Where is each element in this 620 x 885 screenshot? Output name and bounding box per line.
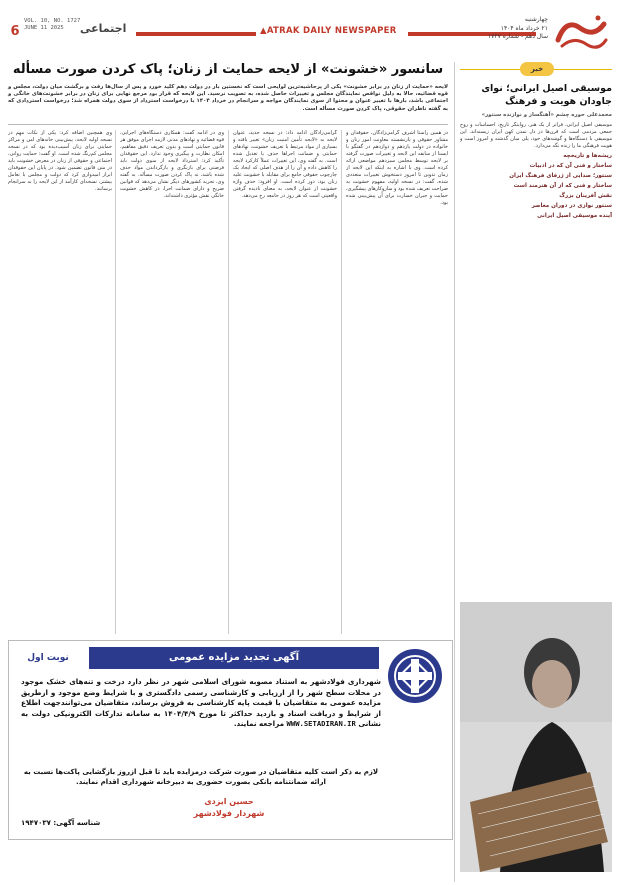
weekday: چهارشنبه [524,16,548,23]
category-tag: خبر [520,62,554,76]
feature-divider [454,62,455,882]
article-text-1: در همین راستا اشرف گرامی‌زادگان، حقوقدان و مشاور حقوقی و بازنشسته معاونت امور زنان و خانواده در دولت یازدهم و دوازدهم در گفتگو با ایسنا از سابقه این لایحه و تغییرات صورت گرفته بر لایحه توسط مجلس سیزدهم مواضعی ارائه کرده است. وی با اشاره به اینکه این لایحه از زمان تدوین تا امروز دستخوش تغییرات متعددی شده، گفت: در نسخه اولیه، مفهوم خشونت به صراحت تعریف شده بود و سازوکارهای پیشگیری، حمایت و جبران خسارت برای آن پیش‌بینی شده بود. [346,130,448,206]
article-column-2 [233,130,337,634]
feature-subhead: آینده موسیقی اصیل ایرانی [537,213,612,219]
page-info [8,16,133,48]
feature-subhead: ریشه‌ها و تاریخچه [563,153,612,159]
ad-body-text: شهرداری فولادشهر به استناد مصوبه شورای اسلامی شهر در نظر دارد درخت و تنه‌های خشک موجود در محلات سطح شهر را از ارزیابی و کارشناسی رسمی دادگستری و با شرایط وضع موجود و ازطریق مزایده عمومی به متقاضیان با قیمت پایه کارشناسی به فروش برساند، متقاضیان می‌توانندجهت اطلاع از شرایط و دریافت اسناد و بازدید حداکثر تا مورخ ۱۴۰۴/۴/۹ به سامانه تدارکات الکترونیکی دولت به نشانی [21,677,382,728]
lead-divider [8,124,448,125]
feature-paragraph: موسیقی اصیل ایرانی، فراتر از یک هنر، روایتگر تاریخ، احساسات و روح جمعی مردمی است که قرن‌ها در دل تمدن کهن ایران زیسته‌اند. این موسیقی با دستگاه‌ها و گوشه‌های خود، پلی میان گذشته و امروز است و هویت فرهنگی ما را زنده نگه می‌دارد. [460,122,612,149]
lead-intro: لایحه «حمایت از زنان در برابر خشونت» یکی از پرحاشیه‌ترین لوایحی است که نخستین بار در دولت دهم کلید خورد و پس از سال‌ها رفت و برگشت میان دولت، مجلس و قوه قضائیه، حالا به دلیل نواقص نمایندگان مجلس و تغییرات حاصل شده، به تصویب نرسید. این لایحه که قرار بود مرجع نهایی برای زنان در برابر خشونت‌های خانگی و اجتماعی باشد، بارها با تغییر عنوان و محتوا از سوی نمایندگان مواجه و سرانجام در خرداد ۱۴۰۴ با درخواست استرداد از سوی دولت همراه شد؛ درخواست استردادی که به گفته ناظران حقوقی، پاک کردن صورت مسأله است. [8,84,448,112]
issue-date-en: JUNE 11 2025 [24,25,64,31]
paper-name-text: ATRAK DAILY NEWSPAPER [266,26,397,36]
page-number: 6 [10,24,20,39]
page-header [8,10,612,58]
article-text-2: گرامی‌زادگان ادامه داد: در نسخه جدید، عنوان لایحه به «لایحه تأمین امنیت زنان» تغییر یافته و بسیاری از مواد مرتبط با تعریف خشونت، نهادهای حمایتی و ضمانت اجراها حذف یا تعدیل شده است. به گفته وی، این تغییرات عملاً کارکرد لایحه را کاهش داده و آن را از هدف اصلی که ایجاد یک چارچوب حقوقی جامع برای مقابله با خشونت علیه زنان بود، دور کرده است. او افزود: حذف واژه خشونت از عنوان لایحه، به معنای نادیده گرفتن واقعیتی است که هر روز در جامعه رخ می‌دهد. [233,130,337,199]
article-column-4 [8,130,112,634]
volume-info [24,18,80,32]
article-column-3 [120,130,224,634]
feature-subhead: ساختار و فنی آن که در ادبیات [529,163,612,169]
article-text-4: وی همچنین اضافه کرد: یکی از نکات مهم در نسخه اولیه لایحه، پیش‌بینی خانه‌های امن و مراکز حمایتی برای زنان آسیب‌دیده بود که در نسخه مجلس کم‌رنگ شده است. او گفت: حمایت روانی، اجتماعی و حقوقی از زنان در معرض خشونت باید در متن قانون تضمین شود. در پایان این حقوقدان ابراز امیدواری کرد که دولت و مجلس با تعامل بیشتر، نسخه‌ای کارآمد از این لایحه را به سرانجام برسانند. [8,130,112,192]
section-label: اجتماعی [80,22,127,35]
issue-fa: سال دهم - شماره ۱۷۲۷ [487,33,548,40]
feature-subhead: نقش آفرینان بزرگ [559,193,612,199]
column-divider [228,130,229,634]
article-column-1 [346,130,448,634]
paper-name-en: ▲ATRAK DAILY NEWSPAPER [260,26,397,36]
feature-body [460,122,612,590]
ad-title: آگهی تجدید مزایده عمومی [89,647,379,669]
ad-body-tail: مراجعه نمایند. [233,719,285,728]
municipality-logo-icon [386,647,444,705]
feature-subhead: سنتور نوازی در دوران معاصر [531,203,612,209]
feature-title: موسیقی اصیل ایرانی؛ نوای جاودان هویت و فرهنگ [481,83,612,107]
tender-advertisement [8,640,453,840]
volume-number: VOL. 10, NO. 1727 [24,18,81,24]
article-text-3: وی در ادامه گفت: همکاری دستگاه‌های اجرایی، قوه قضائیه و نهادهای مدنی لازمه اجرای موفق هر قانون حمایتی است و بدون تعریف دقیق مفاهیم، امکان نظارت و پیگیری وجود ندارد. این حقوقدان تأکید کرد: استرداد لایحه از سوی دولت باید فرصتی برای بازنگری و بازگرداندن مواد حذف شده باشد، نه پاک کردن صورت مسأله. به گفته وی، تجربه کشورهای دیگر نشان می‌دهد که قوانین صریح و دارای ضمانت اجرا، در کاهش خشونت خانگی نقش مؤثری داشته‌اند. [120,130,224,199]
ad-body [21,677,381,730]
issue-date-block [488,16,548,42]
feature-subhead: سنتور؛ صدایی از ژرفای فرهنگ ایران [509,173,612,179]
ad-id: شناسه آگهی: ۱۹۴۷۰۳۷ [21,819,101,827]
ad-signer-name: حسین ایزدی [204,797,254,806]
ad-round-label: نوبت اول [27,653,69,663]
feature-article [460,62,612,882]
feature-photo [460,602,612,872]
column-divider [115,130,116,634]
lead-headline: سانسور «خشونت» از لایحه حمایت از زنان؛ پاک کردن صورت مسأله [12,62,444,77]
santour-player-image [460,602,612,872]
header-rule-left [136,32,256,36]
date-fa: ۲۱ خرداد ماه ۱۴۰۴ [500,24,548,32]
ad-signer-org: شهردار فولادشهر [193,809,265,818]
ad-url-link[interactable]: WWW.SETADIRAN.IR [286,719,356,728]
feature-author: محمدعلی حوره چشم «آهنگساز و نوازنده سنتور» [481,112,612,118]
feature-subhead: ساختار و فنی که از آن هنرمند است [513,183,612,189]
column-divider [341,130,342,634]
atrak-logo [552,10,612,56]
ad-note: لازم به ذکر است کلیه متقاضیان در صورت شرکت درمزایده باید تا قبل ازروز بازگشایی پاکت‌ها نسبت به ارائه ضمانتنامه بانکی بصورت حضوری به دبیرخانه شهرداری اقدام نمایند. [23,768,379,786]
